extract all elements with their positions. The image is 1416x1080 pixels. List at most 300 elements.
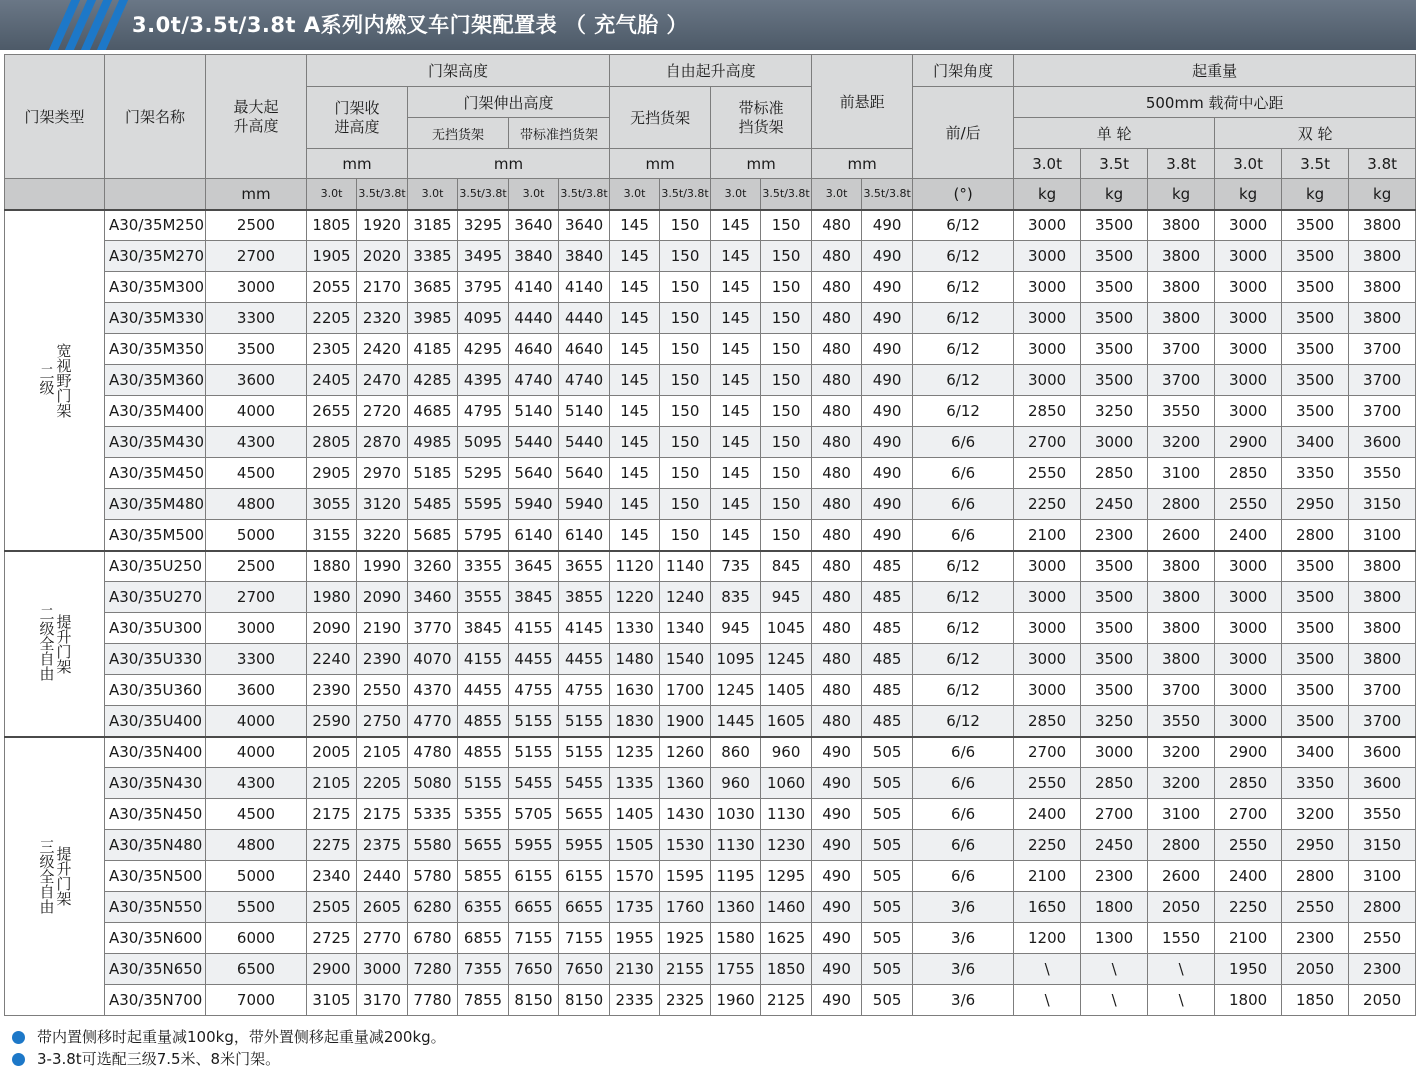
table-cell: 1445 — [711, 706, 761, 737]
table-cell: 2050 — [1349, 985, 1416, 1016]
table-cell: 3000 — [357, 954, 408, 985]
table-cell: 3500 — [1282, 210, 1349, 241]
table-cell: 860 — [711, 737, 761, 768]
table-cell: 2700 — [206, 241, 307, 272]
table-cell: 3770 — [408, 613, 458, 644]
table-cell: 3795 — [458, 272, 509, 303]
table-cell: 6/6 — [913, 799, 1014, 830]
table-cell: 4140 — [509, 272, 559, 303]
table-cell: 1800 — [1081, 892, 1148, 923]
footnote-item — [12, 1048, 446, 1070]
table-row — [5, 861, 1416, 892]
table-row — [5, 582, 1416, 613]
unit-max-lift-mm: mm — [206, 179, 307, 210]
table-cell: 5095 — [458, 427, 509, 458]
mast-name-cell: A30/35M270 — [105, 241, 206, 272]
table-cell: 4770 — [408, 706, 458, 737]
table-cell: 3550 — [1148, 706, 1215, 737]
table-cell: 3800 — [1148, 272, 1215, 303]
table-cell: 1530 — [660, 830, 711, 861]
table-cell: 145 — [711, 272, 761, 303]
table-cell: 3000 — [206, 272, 307, 303]
table-cell: 3220 — [357, 520, 408, 551]
table-cell: 1650 — [1014, 892, 1081, 923]
table-cell: 4795 — [458, 396, 509, 427]
col-ext-without-backrest: 无挡货架 — [408, 118, 509, 149]
table-cell: 4985 — [408, 427, 458, 458]
table-cell: 490 — [812, 737, 862, 768]
table-cell: 4295 — [458, 334, 509, 365]
table-cell: 6/6 — [913, 458, 1014, 489]
table-cell: 480 — [812, 489, 862, 520]
table-cell: 490 — [862, 272, 913, 303]
table-cell: 5795 — [458, 520, 509, 551]
table-cell: 3840 — [509, 241, 559, 272]
table-cell: 2105 — [307, 768, 357, 799]
table-cell: 4000 — [206, 706, 307, 737]
table-cell: 6280 — [408, 892, 458, 923]
mast-type-label — [5, 737, 105, 1016]
table-cell: 490 — [862, 303, 913, 334]
table-cell: 3100 — [1148, 799, 1215, 830]
mast-name-cell: A30/35U270 — [105, 582, 206, 613]
table-cell: \ — [1014, 985, 1081, 1016]
table-cell: 2550 — [1215, 830, 1282, 861]
table-cell: 1540 — [660, 644, 711, 675]
table-cell: 960 — [761, 737, 812, 768]
table-cell: 4755 — [509, 675, 559, 706]
table-row — [5, 644, 1416, 675]
table-cell: 3/6 — [913, 954, 1014, 985]
sub-3-5-3-8t: 3.5t/3.8t — [458, 179, 509, 210]
table-cell: 3500 — [1081, 241, 1148, 272]
table-cell: 150 — [660, 272, 711, 303]
table-cell: 1430 — [660, 799, 711, 830]
unit-kg: kg — [1215, 179, 1282, 210]
table-cell: 3155 — [307, 520, 357, 551]
table-cell: 3500 — [1081, 272, 1148, 303]
table-cell: 1230 — [761, 830, 812, 861]
col-mast-tilt: 门架角度 — [913, 55, 1014, 87]
table-cell: 3700 — [1148, 675, 1215, 706]
sub-3-5-3-8t: 3.5t/3.8t — [761, 179, 812, 210]
table-cell: 6/12 — [913, 706, 1014, 737]
table-cell: 3000 — [1215, 303, 1282, 334]
page-title: 3.0t/3.5t/3.8t A系列内燃叉车门架配置表 （ 充气胎 ） — [132, 13, 689, 37]
table-cell: 1550 — [1148, 923, 1215, 954]
table-cell: 150 — [660, 520, 711, 551]
table-cell: 3200 — [1148, 737, 1215, 768]
table-cell: 3500 — [1282, 582, 1349, 613]
table-cell: 2100 — [1215, 923, 1282, 954]
table-cell: 3845 — [509, 582, 559, 613]
table-cell: 2250 — [1014, 489, 1081, 520]
table-cell: 3800 — [1148, 551, 1215, 582]
unit-tilt-deg: (°) — [913, 179, 1014, 210]
table-cell: 8150 — [559, 985, 610, 1016]
table-cell: 4185 — [408, 334, 458, 365]
table-cell: 5955 — [559, 830, 610, 861]
table-cell: 2400 — [1215, 861, 1282, 892]
table-cell: 3000 — [1215, 334, 1282, 365]
table-cell: 5155 — [509, 737, 559, 768]
table-cell: 480 — [812, 303, 862, 334]
mast-name-cell: A30/35N400 — [105, 737, 206, 768]
table-cell: 4145 — [559, 613, 610, 644]
table-cell: 2900 — [307, 954, 357, 985]
table-cell: 3000 — [1215, 551, 1282, 582]
table-cell: 1260 — [660, 737, 711, 768]
table-cell: 1960 — [711, 985, 761, 1016]
table-cell: 3700 — [1349, 675, 1416, 706]
table-cell: 2205 — [307, 303, 357, 334]
table-cell: 4455 — [458, 675, 509, 706]
mast-name-cell: A30/35N430 — [105, 768, 206, 799]
table-cell: 2900 — [1215, 427, 1282, 458]
table-cell: 1120 — [610, 551, 660, 582]
col-single-wheel: 单 轮 — [1014, 118, 1215, 149]
table-cell: 3000 — [1215, 706, 1282, 737]
table-cell: 5140 — [559, 396, 610, 427]
table-cell: 3385 — [408, 241, 458, 272]
table-cell: 150 — [660, 303, 711, 334]
table-cell: 8150 — [509, 985, 559, 1016]
table-cell: 4500 — [206, 799, 307, 830]
table-cell: 845 — [761, 551, 812, 582]
table-cell: 480 — [812, 272, 862, 303]
table-cell: 2700 — [206, 582, 307, 613]
table-cell: 4300 — [206, 427, 307, 458]
table-cell: 7650 — [509, 954, 559, 985]
table-cell: 1735 — [610, 892, 660, 923]
col-collapsed-height: 门架收进高度 — [307, 87, 408, 149]
table-cell: 2605 — [357, 892, 408, 923]
cap-dual-3-0t: 3.0t — [1215, 149, 1282, 179]
table-cell: 3555 — [458, 582, 509, 613]
table-cell: 485 — [862, 644, 913, 675]
table-cell: 2550 — [1014, 458, 1081, 489]
table-cell: 2600 — [1148, 520, 1215, 551]
table-cell: 145 — [711, 210, 761, 241]
table-cell: 3500 — [1081, 613, 1148, 644]
unit-kg: kg — [1349, 179, 1416, 210]
table-cell: 4155 — [509, 613, 559, 644]
table-cell: 1095 — [711, 644, 761, 675]
mast-name-cell: A30/35M350 — [105, 334, 206, 365]
table-cell: 1505 — [610, 830, 660, 861]
table-row — [5, 830, 1416, 861]
table-cell: 3000 — [1215, 272, 1282, 303]
table-cell: 2005 — [307, 737, 357, 768]
table-cell: 2850 — [1215, 768, 1282, 799]
table-cell: 4740 — [559, 365, 610, 396]
table-cell: 1060 — [761, 768, 812, 799]
table-cell: 5655 — [458, 830, 509, 861]
table-cell: 735 — [711, 551, 761, 582]
table-cell: 4800 — [206, 489, 307, 520]
mast-name-cell: A30/35M250 — [105, 210, 206, 241]
table-cell: 4140 — [559, 272, 610, 303]
table-cell: 3500 — [1081, 644, 1148, 675]
table-cell: 2725 — [307, 923, 357, 954]
col-ext-with-backrest: 带标准挡货架 — [509, 118, 610, 149]
table-cell: 1295 — [761, 861, 812, 892]
col-mast-type: 门架类型 — [5, 55, 105, 179]
table-cell: 2155 — [660, 954, 711, 985]
table-cell: 4855 — [458, 706, 509, 737]
table-cell: 3800 — [1349, 241, 1416, 272]
table-cell: 490 — [812, 954, 862, 985]
table-cell: 2205 — [357, 768, 408, 799]
table-cell: 2390 — [307, 675, 357, 706]
table-cell: 5000 — [206, 861, 307, 892]
table-cell: 4640 — [559, 334, 610, 365]
table-cell: 2450 — [1081, 489, 1148, 520]
table-cell: 2950 — [1282, 489, 1349, 520]
table-cell: 2700 — [1081, 799, 1148, 830]
group-3stage-full-free — [5, 737, 1416, 1016]
table-cell: 4395 — [458, 365, 509, 396]
table-cell: 145 — [610, 427, 660, 458]
table-cell: 2655 — [307, 396, 357, 427]
table-row — [5, 613, 1416, 644]
table-cell: 1245 — [761, 644, 812, 675]
table-cell: 7280 — [408, 954, 458, 985]
table-cell: 3400 — [1282, 737, 1349, 768]
mast-type-label-part: 二级全自由 — [37, 606, 56, 681]
table-cell: 5655 — [559, 799, 610, 830]
table-cell: 145 — [610, 241, 660, 272]
table-cell: 2870 — [357, 427, 408, 458]
table-cell: 150 — [660, 489, 711, 520]
table-cell: 1980 — [307, 582, 357, 613]
table-cell: 3700 — [1148, 334, 1215, 365]
table-cell: 2850 — [1081, 458, 1148, 489]
table-cell: 1905 — [307, 241, 357, 272]
table-cell: 4855 — [458, 737, 509, 768]
table-cell: 2100 — [1014, 520, 1081, 551]
table-cell: 6/6 — [913, 489, 1014, 520]
table-cell: 2300 — [1349, 954, 1416, 985]
mast-name-cell: A30/35N550 — [105, 892, 206, 923]
mast-name-cell: A30/35M330 — [105, 303, 206, 334]
table-cell: 2240 — [307, 644, 357, 675]
table-cell: 5580 — [408, 830, 458, 861]
mast-name-cell: A30/35N600 — [105, 923, 206, 954]
table-cell: 480 — [812, 582, 862, 613]
unit-collapsed-mm: mm — [307, 149, 408, 179]
table-row — [5, 241, 1416, 272]
table-cell: 5000 — [206, 520, 307, 551]
table-cell: 4000 — [206, 396, 307, 427]
table-cell: 6/12 — [913, 613, 1014, 644]
table-cell: 490 — [812, 830, 862, 861]
footnotes — [12, 1026, 446, 1070]
table-cell: 490 — [862, 210, 913, 241]
table-cell: 2020 — [357, 241, 408, 272]
unit-extended-mm: mm — [408, 149, 610, 179]
table-cell: 2800 — [1148, 830, 1215, 861]
table-cell: 1245 — [711, 675, 761, 706]
table-cell: 1200 — [1014, 923, 1081, 954]
table-cell: 3000 — [1014, 241, 1081, 272]
table-cell: 6/12 — [913, 675, 1014, 706]
table-cell: 2550 — [1282, 892, 1349, 923]
table-cell: 1140 — [660, 551, 711, 582]
unit-kg: kg — [1081, 179, 1148, 210]
table-cell: 3055 — [307, 489, 357, 520]
table-cell: 6655 — [509, 892, 559, 923]
table-cell: 3/6 — [913, 985, 1014, 1016]
table-cell: 145 — [711, 303, 761, 334]
table-cell: 6/6 — [913, 861, 1014, 892]
table-cell: 5155 — [458, 768, 509, 799]
table-row — [5, 303, 1416, 334]
table-cell: 3600 — [206, 365, 307, 396]
table-cell: 1595 — [660, 861, 711, 892]
table-cell: 3800 — [1148, 644, 1215, 675]
table-cell: 3500 — [1282, 272, 1349, 303]
mast-name-cell: A30/35U250 — [105, 551, 206, 582]
table-cell: 2300 — [1081, 520, 1148, 551]
table-cell: 2175 — [307, 799, 357, 830]
table-cell: 5685 — [408, 520, 458, 551]
table-cell: 945 — [761, 582, 812, 613]
table-cell: 6155 — [559, 861, 610, 892]
table-cell: 5500 — [206, 892, 307, 923]
table-cell: 505 — [862, 799, 913, 830]
table-cell: 3000 — [1215, 396, 1282, 427]
mast-name-cell: A30/35M500 — [105, 520, 206, 551]
table-cell: 2105 — [357, 737, 408, 768]
table-cell: 485 — [862, 613, 913, 644]
table-cell: 2420 — [357, 334, 408, 365]
table-cell: 2340 — [307, 861, 357, 892]
mast-name-cell: A30/35M480 — [105, 489, 206, 520]
table-cell: 3800 — [1349, 551, 1416, 582]
table-row — [5, 272, 1416, 303]
table-cell: 3800 — [1148, 613, 1215, 644]
table-cell: 1990 — [357, 551, 408, 582]
table-cell: 2750 — [357, 706, 408, 737]
table-cell: 480 — [812, 365, 862, 396]
table-cell: 3250 — [1081, 706, 1148, 737]
table-cell: 1405 — [610, 799, 660, 830]
table-cell: 3000 — [1014, 675, 1081, 706]
table-cell: 5485 — [408, 489, 458, 520]
table-cell: 3500 — [1282, 303, 1349, 334]
table-cell: 2300 — [1081, 861, 1148, 892]
table-cell: 5140 — [509, 396, 559, 427]
table-cell: 5080 — [408, 768, 458, 799]
table-cell: 145 — [610, 272, 660, 303]
table-cell: 3550 — [1349, 458, 1416, 489]
table-cell: 150 — [660, 427, 711, 458]
table-cell: 3200 — [1282, 799, 1349, 830]
table-cell: 2305 — [307, 334, 357, 365]
table-cell: 4440 — [559, 303, 610, 334]
table-cell: 2805 — [307, 427, 357, 458]
table-row — [5, 954, 1416, 985]
mast-name-cell: A30/35N700 — [105, 985, 206, 1016]
table-cell: 3500 — [1081, 303, 1148, 334]
cap-single-3-5t: 3.5t — [1081, 149, 1148, 179]
table-row — [5, 768, 1416, 799]
table-cell: 1760 — [660, 892, 711, 923]
table-cell: 480 — [812, 520, 862, 551]
table-cell: 5640 — [559, 458, 610, 489]
table-cell: 7780 — [408, 985, 458, 1016]
table-cell: 3800 — [1349, 210, 1416, 241]
table-cell: 3550 — [1349, 799, 1416, 830]
table-cell: 4300 — [206, 768, 307, 799]
sub-3-5-3-8t: 3.5t/3.8t — [357, 179, 408, 210]
table-cell: 490 — [812, 923, 862, 954]
table-cell: 1480 — [610, 644, 660, 675]
table-cell: 150 — [761, 520, 812, 551]
table-cell: 480 — [812, 613, 862, 644]
group-2stage-full-free — [5, 551, 1416, 737]
table-cell: 3300 — [206, 303, 307, 334]
table-cell: 7855 — [458, 985, 509, 1016]
table-cell: 1330 — [610, 613, 660, 644]
table-cell: 3840 — [559, 241, 610, 272]
table-cell: 2090 — [307, 613, 357, 644]
table-cell: \ — [1148, 985, 1215, 1016]
table-cell: 4000 — [206, 737, 307, 768]
table-cell: 5155 — [509, 706, 559, 737]
table-cell: 1925 — [660, 923, 711, 954]
table-cell: 2170 — [357, 272, 408, 303]
table-cell: 2550 — [1349, 923, 1416, 954]
table-row — [5, 489, 1416, 520]
table-cell: 145 — [610, 489, 660, 520]
bullet-icon — [12, 1053, 25, 1066]
table-cell: 1300 — [1081, 923, 1148, 954]
table-cell: 2400 — [1014, 799, 1081, 830]
table-cell: 2130 — [610, 954, 660, 985]
table-cell: 1220 — [610, 582, 660, 613]
table-cell: 3500 — [1282, 613, 1349, 644]
table-cell: 2905 — [307, 458, 357, 489]
group-wide-view-2stage — [5, 210, 1416, 551]
table-cell: 4455 — [509, 644, 559, 675]
table-cell: 3000 — [1215, 365, 1282, 396]
title-bar — [0, 0, 1416, 50]
table-cell: 3700 — [1148, 365, 1215, 396]
unit-kg: kg — [1148, 179, 1215, 210]
table-cell: 7355 — [458, 954, 509, 985]
table-cell: 150 — [761, 241, 812, 272]
table-cell: 145 — [610, 520, 660, 551]
table-cell: 2500 — [206, 551, 307, 582]
table-cell: 145 — [711, 334, 761, 365]
table-cell: 145 — [711, 520, 761, 551]
table-cell: 3355 — [458, 551, 509, 582]
table-cell: 6655 — [559, 892, 610, 923]
table-cell: 4640 — [509, 334, 559, 365]
table-cell: 6780 — [408, 923, 458, 954]
table-cell: 2590 — [307, 706, 357, 737]
table-cell: 4780 — [408, 737, 458, 768]
table-cell: 2550 — [1014, 768, 1081, 799]
table-cell: 5335 — [408, 799, 458, 830]
table-cell: 4455 — [559, 644, 610, 675]
mast-name-cell: A30/35U330 — [105, 644, 206, 675]
table-cell: 3105 — [307, 985, 357, 1016]
table-cell: 4740 — [509, 365, 559, 396]
table-cell: 150 — [761, 272, 812, 303]
